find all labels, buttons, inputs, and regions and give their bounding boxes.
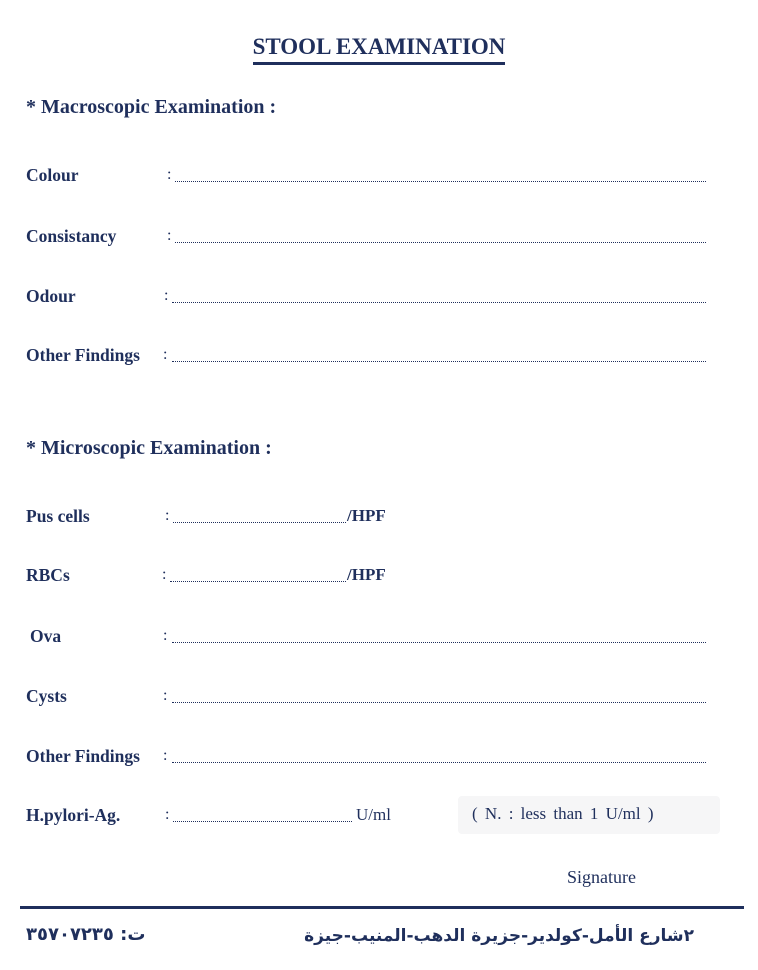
- signature-label: Signature: [567, 867, 636, 887]
- rbcs-label: RBCs: [26, 565, 70, 585]
- consistancy-label: Consistancy: [26, 226, 117, 246]
- micro-other-field[interactable]: [172, 762, 706, 763]
- cysts-row: [26, 685, 706, 709]
- ova-row: [26, 625, 706, 649]
- odour-colon: :: [164, 287, 169, 304]
- consistancy-colon: :: [167, 227, 172, 244]
- normal-range-text: ( N. : less than 1 U/ml ): [472, 804, 654, 823]
- micro-other-label: Other Findings: [26, 746, 140, 766]
- cysts-colon: :: [163, 687, 168, 704]
- odour-row: [26, 285, 706, 309]
- colour-colon: :: [167, 166, 172, 183]
- hpylori-field[interactable]: [173, 821, 352, 822]
- ova-field[interactable]: [172, 642, 706, 643]
- pus-cells-label: Pus cells: [26, 506, 90, 526]
- pus-cells-unit: /HPF: [347, 506, 386, 525]
- odour-field[interactable]: [172, 302, 706, 303]
- pus-cells-colon: :: [165, 507, 170, 524]
- odour-label: Odour: [26, 286, 76, 306]
- micro-other-colon: :: [163, 747, 168, 764]
- macro-other-label: Other Findings: [26, 345, 140, 365]
- page-title: STOOL EXAMINATION: [0, 33, 758, 65]
- colour-label: Colour: [26, 165, 79, 185]
- rbcs-unit: /HPF: [347, 565, 386, 584]
- ova-colon: :: [163, 627, 168, 644]
- macro-other-field[interactable]: [172, 361, 706, 362]
- footer-address: ٢شارع الأمل-كولدير-جزيرة الدهب-المنيب-جيزة: [304, 926, 694, 946]
- pus-cells-row: [26, 505, 406, 529]
- hpylori-unit: U/ml: [356, 805, 391, 824]
- macro-other-colon: :: [163, 346, 168, 363]
- colour-row: [26, 164, 706, 188]
- ova-label: Ova: [30, 626, 62, 646]
- micro-other-row: [26, 745, 706, 769]
- microscopic-heading: * Microscopic Examination :: [26, 437, 272, 459]
- rbcs-field[interactable]: [170, 581, 346, 582]
- cysts-field[interactable]: [172, 702, 706, 703]
- consistancy-field[interactable]: [175, 242, 706, 243]
- consistancy-row: [26, 225, 706, 249]
- footer-phone: ت: ٣٥٧٠٧٢٣٥: [26, 924, 146, 945]
- macro-other-row: [26, 344, 706, 368]
- hpylori-colon: :: [165, 806, 170, 823]
- hpylori-row: [26, 804, 406, 828]
- cysts-label: Cysts: [26, 686, 67, 706]
- hpylori-label: H.pylori-Ag.: [26, 805, 121, 825]
- macroscopic-heading: * Macroscopic Examination :: [26, 96, 277, 118]
- rbcs-row: [26, 564, 406, 588]
- rbcs-colon: :: [162, 566, 167, 583]
- footer-divider: [20, 906, 744, 909]
- colour-field[interactable]: [175, 181, 706, 182]
- pus-cells-field[interactable]: [173, 522, 346, 523]
